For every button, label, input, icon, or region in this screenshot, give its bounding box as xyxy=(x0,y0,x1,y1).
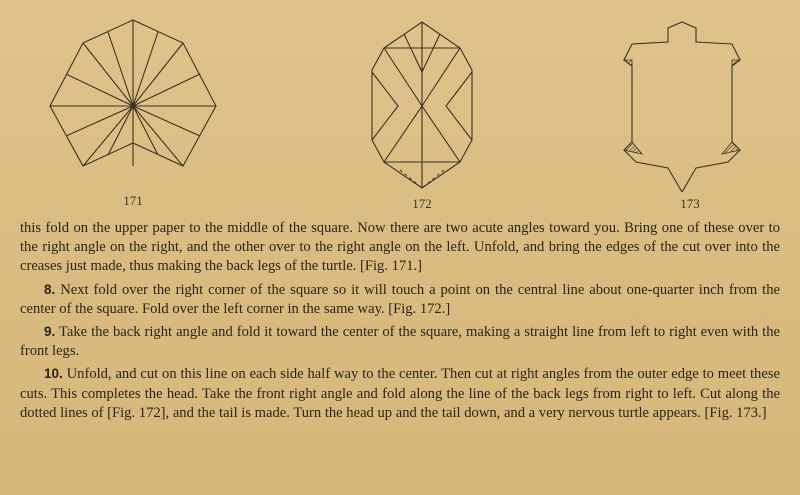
paragraph-step-8 xyxy=(20,280,780,319)
figure-172 xyxy=(360,20,485,211)
figure-173-drawing xyxy=(620,20,745,192)
paragraph-text: Unfold, and cut on this line on each side half way to the center. Then cut at right angles from the outer edge to meet these cuts. This completes the head. Take the front right angle and fold along the line of the back legs from right to left. Cut along the dotted lines of [Fig. 172], and the tail is made. Turn the head up and the tail down, and a very nervous turtle appears. [Fig. 173.] xyxy=(20,366,780,421)
figure-172-drawing xyxy=(360,20,485,190)
paragraph-text: this fold on the upper paper to the middle of the square. Now there are two acute angles toward you. Bring one of these over to the right angle on the right, and the other over to the right angle on the left. Unfold, and bring the edges of the cut over into the creases just made, thus making the back legs of the turtle. [Fig. 171.] xyxy=(20,220,780,275)
figure-173 xyxy=(620,20,745,211)
figure-171-label: 171 xyxy=(123,193,143,208)
paragraph-step-9 xyxy=(20,322,780,361)
paragraph-text: Take the back right angle and fold it toward the center of the square, making a straight line from left to right even with the front legs. xyxy=(20,324,780,360)
paragraph-continuation xyxy=(20,219,780,277)
body-text xyxy=(20,219,780,426)
figure-173-label: 173 xyxy=(680,196,700,211)
figure-172-label: 172 xyxy=(412,196,432,211)
step-number: 10. xyxy=(44,366,63,382)
step-number: 9. xyxy=(44,324,56,340)
step-number: 8. xyxy=(44,281,56,297)
figure-171 xyxy=(48,18,218,208)
figure-171-drawing xyxy=(48,18,218,170)
paragraph-step-10 xyxy=(20,364,780,423)
paragraph-text: Next fold over the right corner of the square so it will touch a point on the central line about one-quarter inch from the center of the square. Fold over the left corner in the same way. [Fig. 172.] xyxy=(20,281,780,317)
